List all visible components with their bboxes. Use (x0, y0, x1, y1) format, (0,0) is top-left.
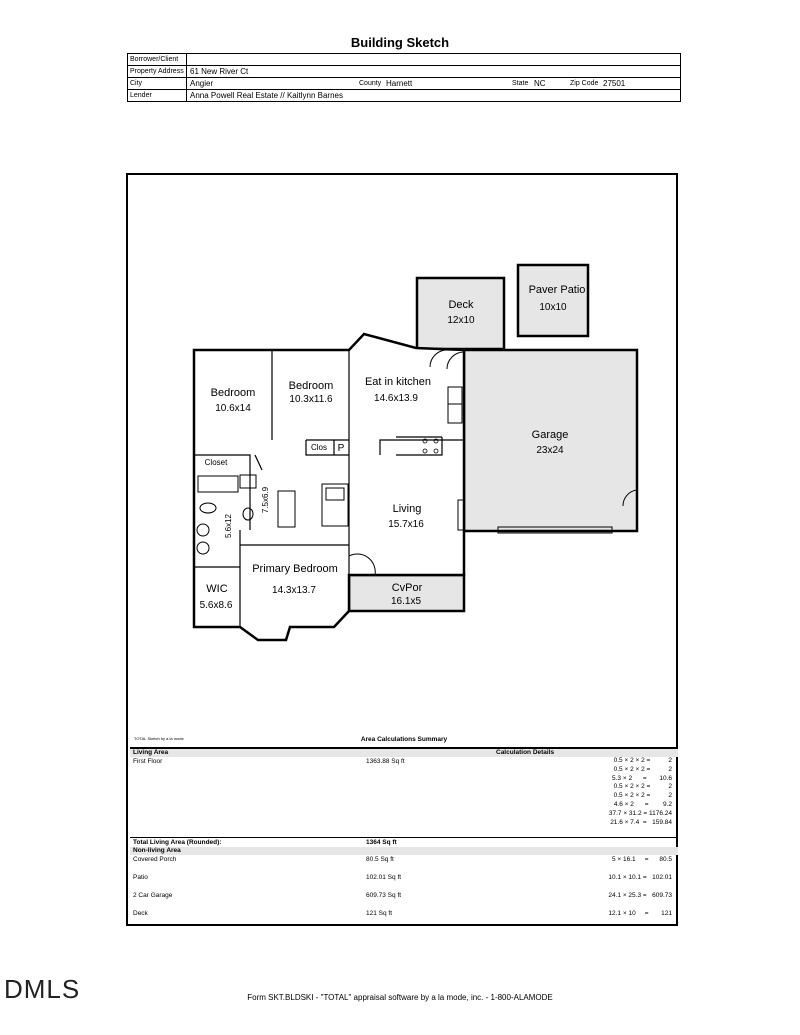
deck-label: Deck (448, 299, 474, 311)
bedroom2-label: Bedroom (288, 380, 334, 392)
pantry-label: P (337, 443, 345, 454)
nonliving-value: 102.01 Sq ft (366, 874, 402, 881)
total-label: Total Living Area (Rounded): (133, 839, 222, 846)
nonliving-calc: 5 × 16.1 = 80.5 (612, 856, 672, 863)
nonliving-label: 2 Car Garage (133, 892, 173, 899)
lender-value: Anna Powell Real Estate // Kaitlynn Barnes (190, 91, 343, 100)
deck-dim: 12x10 (447, 315, 475, 326)
nonliving-calc: 10.1 × 10.1 = 102.01 (608, 874, 672, 881)
primary-label: Primary Bedroom (252, 563, 338, 575)
garage-dim: 23x24 (536, 445, 564, 456)
floor-plan (128, 175, 676, 735)
living-label: Living (392, 503, 422, 515)
cvpor-label: CvPor (391, 582, 423, 594)
calc-line: 4.6 × 2 = 9.2 (613, 800, 672, 808)
wic-dim: 5.6x8.6 (199, 600, 233, 611)
calc-details-title: Calculation Details (496, 749, 555, 756)
address-value: 61 New River Ct (190, 67, 249, 76)
city-label: City (128, 78, 187, 89)
garage-label: Garage (531, 429, 569, 441)
county-label: County (359, 80, 382, 87)
area-calculations (130, 747, 678, 923)
address-row (128, 66, 680, 78)
clos-label: Clos (310, 443, 328, 452)
nonliving-row (130, 873, 678, 891)
nonliving-value: 121 Sq ft (366, 910, 393, 917)
state-label: State (512, 80, 529, 87)
zip-label: Zip Code (570, 80, 599, 87)
dmls-logo: DMLS (4, 974, 81, 1004)
paver-dim: 10x10 (539, 302, 567, 313)
lender-row (128, 90, 680, 101)
kitchen-dim: 14.6x13.9 (374, 393, 418, 404)
nonliving-value: 80.5 Sq ft (366, 856, 394, 863)
state-value: NC (534, 79, 546, 88)
first-floor-label: First Floor (133, 758, 163, 765)
nonliving-label: Patio (133, 874, 148, 881)
city-value: Angier (190, 79, 214, 88)
calc-lines (582, 757, 672, 827)
nonliving-header (130, 847, 678, 855)
calc-line: 0.5 × 2 × 2 = 2 (613, 757, 672, 764)
city-row (128, 78, 680, 90)
living-dim: 15.7x16 (388, 519, 424, 530)
deck-area (417, 278, 504, 349)
total-value: 1364 Sq ft (366, 839, 397, 846)
nonliving-row (130, 909, 678, 923)
nonliving-value: 609.73 Sq ft (366, 892, 402, 899)
nonliving-title: Non-living Area (133, 847, 181, 854)
calc-line: 37.7 × 31.2 = 1176.24 (608, 809, 672, 817)
property-info-table (127, 53, 681, 102)
nonliving-label: Deck (133, 910, 148, 917)
calc-line: 0.5 × 2 × 2 = 2 (613, 765, 672, 773)
nonliving-row (130, 891, 678, 909)
calc-line: 5.3 × 2 = 10.6 (612, 774, 672, 782)
nonliving-calc: 12.1 × 10 = 121 (608, 910, 672, 917)
living-area-header (130, 749, 678, 757)
closet-label: Closet (204, 458, 228, 467)
page-footer: Form SKT.BLDSKI - "TOTAL" appraisal software by a la mode, inc. - 1-800-ALAMODE (247, 993, 553, 1002)
calc-line: 0.5 × 2 × 2 = 2 (613, 783, 672, 791)
bedroom2-dim: 10.3x11.6 (289, 394, 333, 405)
wic-label: WIC (206, 583, 228, 595)
nonliving-label: Covered Porch (133, 856, 177, 863)
lender-label: Lender (128, 90, 187, 101)
kitchen-label: Eat in kitchen (364, 376, 432, 388)
borrower-label: Borrower/Client (128, 54, 187, 65)
bedroom1-label: Bedroom (210, 387, 256, 399)
calc-line: 21.6 × 7.4 = 159.84 (610, 818, 672, 826)
nonliving-row (130, 855, 678, 873)
paver-label: Paver Patio (528, 284, 586, 296)
page-title: Building Sketch (350, 35, 450, 50)
total-row (130, 837, 678, 847)
calc-line: 0.5 × 2 × 2 = 2 (613, 792, 672, 800)
bath1-dim: 7.5x6.9 (261, 486, 270, 514)
paver-patio-area (518, 265, 588, 336)
county-value: Harnett (386, 79, 413, 88)
sketch-credit: TOTAL Sketch by a la mode (134, 736, 184, 741)
address-label: Property Address (128, 66, 187, 77)
primary-dim: 14.3x13.7 (272, 585, 316, 596)
first-floor-value: 1363.88 Sq ft (366, 758, 405, 765)
first-floor-row (130, 757, 678, 837)
sketch-frame (126, 173, 678, 926)
zip-value: 27501 (603, 79, 626, 88)
borrower-row (128, 54, 680, 66)
nonliving-calc: 24.1 × 25.3 = 609.73 (608, 892, 672, 899)
living-area-title: Living Area (133, 749, 169, 756)
bath2-dim: 5.6x12 (224, 513, 233, 539)
bedroom1-dim: 10.6x14 (215, 403, 251, 414)
cvpor-dim: 16.1x5 (390, 596, 422, 607)
area-title: Area Calculations Summary (360, 736, 448, 743)
